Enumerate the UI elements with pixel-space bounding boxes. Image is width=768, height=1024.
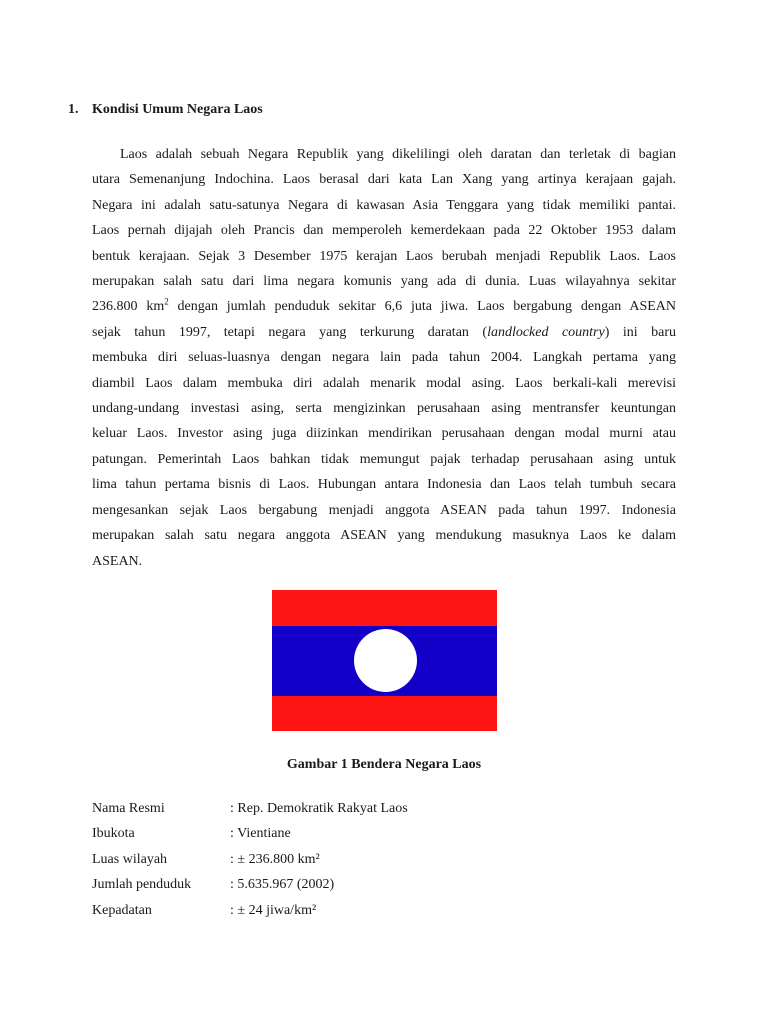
figure-caption: Gambar 1 Bendera Negara Laos [286, 757, 482, 772]
fact-label: Nama Resmi [92, 801, 165, 816]
paragraph-text: dengan jumlah penduduk sekitar 6,6 juta jiwa. Laos bergabung dengan ASEAN [168, 299, 676, 315]
paragraph-line: mengesankan sejak Laos bergabung menjadi anggota ASEAN pada tahun 1997. Indonesia [92, 502, 676, 518]
fact-label: Kepadatan [92, 902, 152, 918]
laos-flag-image [272, 590, 497, 731]
paragraph-line: utara Semenanjung Indochina. Laos berasal dari kata Lan Xang yang artinya kerajaan gajah. [92, 172, 676, 188]
paragraph-line: ASEAN. [92, 553, 143, 569]
fact-row-capital [92, 821, 408, 846]
fact-label: Jumlah penduduk [92, 877, 192, 893]
fact-value: : Rep. Demokratik Rakyat Laos [230, 801, 408, 816]
paragraph-line: patungan. Pemerintah Laos bahkan tidak memungut pajak terhadap perusahaan asing untuk [92, 451, 676, 467]
fact-value: : ± 236.800 km² [230, 851, 320, 867]
fact-row-area [92, 847, 408, 872]
fact-row-population [92, 872, 408, 897]
paragraph-line [92, 294, 676, 319]
fact-row-density [92, 898, 408, 923]
paragraph-line: merupakan salah satu dari lima negara komunis yang ada di dunia. Luas wilayahnya sekitar [92, 274, 676, 290]
section-number: 1. [68, 102, 79, 117]
paragraph-line: merupakan salah satu negara anggota ASEAN yang mendukung masuknya Laos ke dalam [92, 528, 676, 544]
country-facts [92, 796, 408, 923]
paragraph-text: sejak tahun 1997, tetapi negara yang terkurung daratan ( [92, 324, 488, 340]
italic-term: landlocked country [487, 324, 605, 340]
paragraph-line [92, 320, 676, 345]
paragraph-line: membuka diri seluas-luasnya dengan negara lain pada tahun 2004. Langkah pertama yang [92, 350, 676, 366]
fact-value: : Vientiane [230, 826, 291, 842]
paragraph-line: Negara ini adalah satu-satunya Negara di kawasan Asia Tenggara yang tidak memiliki pantai. [92, 197, 676, 213]
paragraph-line: Laos adalah sebuah Negara Republik yang dikelilingi oleh daratan dan terletak di bagian [120, 147, 676, 162]
paragraph-line: bentuk kerajaan. Sejak 3 Desember 1975 kerajan Laos berubah menjadi Republik Laos. Laos [92, 248, 676, 264]
fact-label: Ibukota [92, 826, 135, 842]
flag-red-band-bottom [272, 696, 497, 731]
fact-row-official-name [92, 796, 408, 821]
fact-value: : ± 24 jiwa/km² [230, 902, 317, 918]
paragraph-line: Laos pernah dijajah oleh Prancis dan memperoleh kemerdekaan pada 22 Oktober 1953 dalam [92, 223, 676, 239]
fact-label: Luas wilayah [92, 851, 168, 867]
paragraph-line: lima tahun pertama bisnis di Laos. Hubungan antara Indonesia dan Laos telah tumbuh secara [92, 477, 676, 493]
paragraph-line: undang-undang investasi asing, serta mengizinkan perusahaan asing mentransfer keuntungan [92, 401, 676, 417]
flag-white-disc [354, 629, 417, 692]
fact-value: : 5.635.967 (2002) [230, 877, 335, 893]
section-heading [68, 102, 263, 118]
paragraph-line: keluar Laos. Investor asing juga diizinkan mendirikan perusahaan dengan modal murni atau [92, 426, 676, 442]
flag-red-band-top [272, 590, 497, 626]
paragraph-line: diambil Laos dalam membuka diri adalah menarik modal asing. Laos berkali-kali merevisi [92, 375, 676, 391]
area-value-text: 236.800 km [92, 299, 165, 315]
section-title: Kondisi Umum Negara Laos [92, 102, 263, 117]
paragraph-text: ) ini baru [604, 324, 676, 340]
superscript: 2 [164, 296, 169, 307]
body-paragraph [92, 142, 676, 574]
